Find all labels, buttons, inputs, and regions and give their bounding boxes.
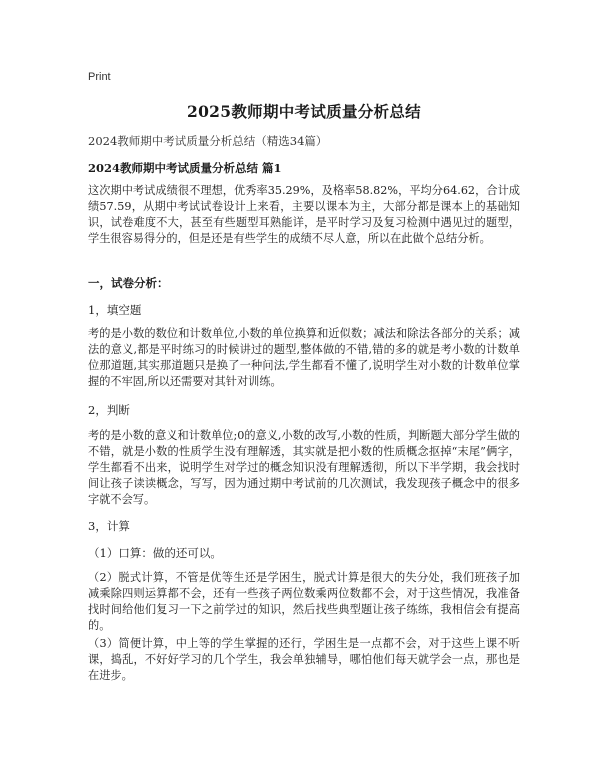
item2-heading: 2，判断	[88, 403, 130, 417]
print-link[interactable]: Print	[88, 71, 111, 83]
item3-simple-paragraph: （3）简便计算，中上等的学生掌握的还行，学困生是一点都不会，对于这些上课不听课，捣乱，不好好学习的几个学生，我会单独辅导，哪怕他们每天就学会一点，那也是在进步。	[88, 637, 520, 682]
item3-oral: （1）口算：做的还可以。	[88, 546, 222, 560]
document-title: 2025教师期中考试质量分析总结	[187, 102, 421, 121]
intro-paragraph: 这次期中考试成绩很不理想，优秀率35.29%，及格率58.82%，平均分64.62，合计成绩57.59，从期中考试试卷设计上来看，主要以课本为主，大部分都是课本上的基础知识，试卷难度不大，甚至有些题型耳熟能详，是平时学习及复习检测中遇见过的题型，学生很容易得分的，但是还是有些学生的成绩不尽人意，所以在此做个总结分析。	[88, 184, 520, 245]
item1-heading: 1，填空题	[88, 303, 142, 317]
item3-heading: 3，计算	[88, 519, 130, 533]
item3-off-paragraph: （2）脱式计算，不管是优等生还是学困生，脱式计算是很大的失分处，我们班孩子加减乘除四则运算都不会，还有一些孩子两位数乘两位数都不会，对于这些情况，我准备找时间给他们复习一下之前学过的知识，然后找些典型题让孩子练练，我相信会有提高的。	[88, 571, 520, 632]
item1-paragraph: 考的是小数的数位和计数单位,小数的单位换算和近似数；减法和除法各部分的关系；减法的意义,都是平时练习的时候讲过的题型,整体做的不错,错的多的就是考小数的计数单位那道题,其实那道题只是换了一种问法,学生都看不懂了,说明学生对小数的计数单位掌握的不牢固,所以还需要对其针对训练。	[88, 327, 520, 388]
section-title: 2024教师期中考试质量分析总结 篇1	[88, 161, 282, 175]
analysis-heading: 一，试卷分析：	[88, 276, 169, 290]
document-subtitle: 2024教师期中考试质量分析总结（精选34篇）	[88, 134, 328, 148]
item2-paragraph: 考的是小数的意义和计数单位;0的意义,小数的改写,小数的性质，判断题大部分学生做的不错，就是小数的性质学生没有理解透，其实就是把小数的性质概念抠掉“末尾”俩字，学生都看不出来，说明学生对学过的概念知识没有理解透彻，所以下半学期，我会找时间让孩子读读概念，写写，因为通过期中考试前的几次测试，我发现孩子概念中的很多字就不会写。	[88, 429, 520, 506]
